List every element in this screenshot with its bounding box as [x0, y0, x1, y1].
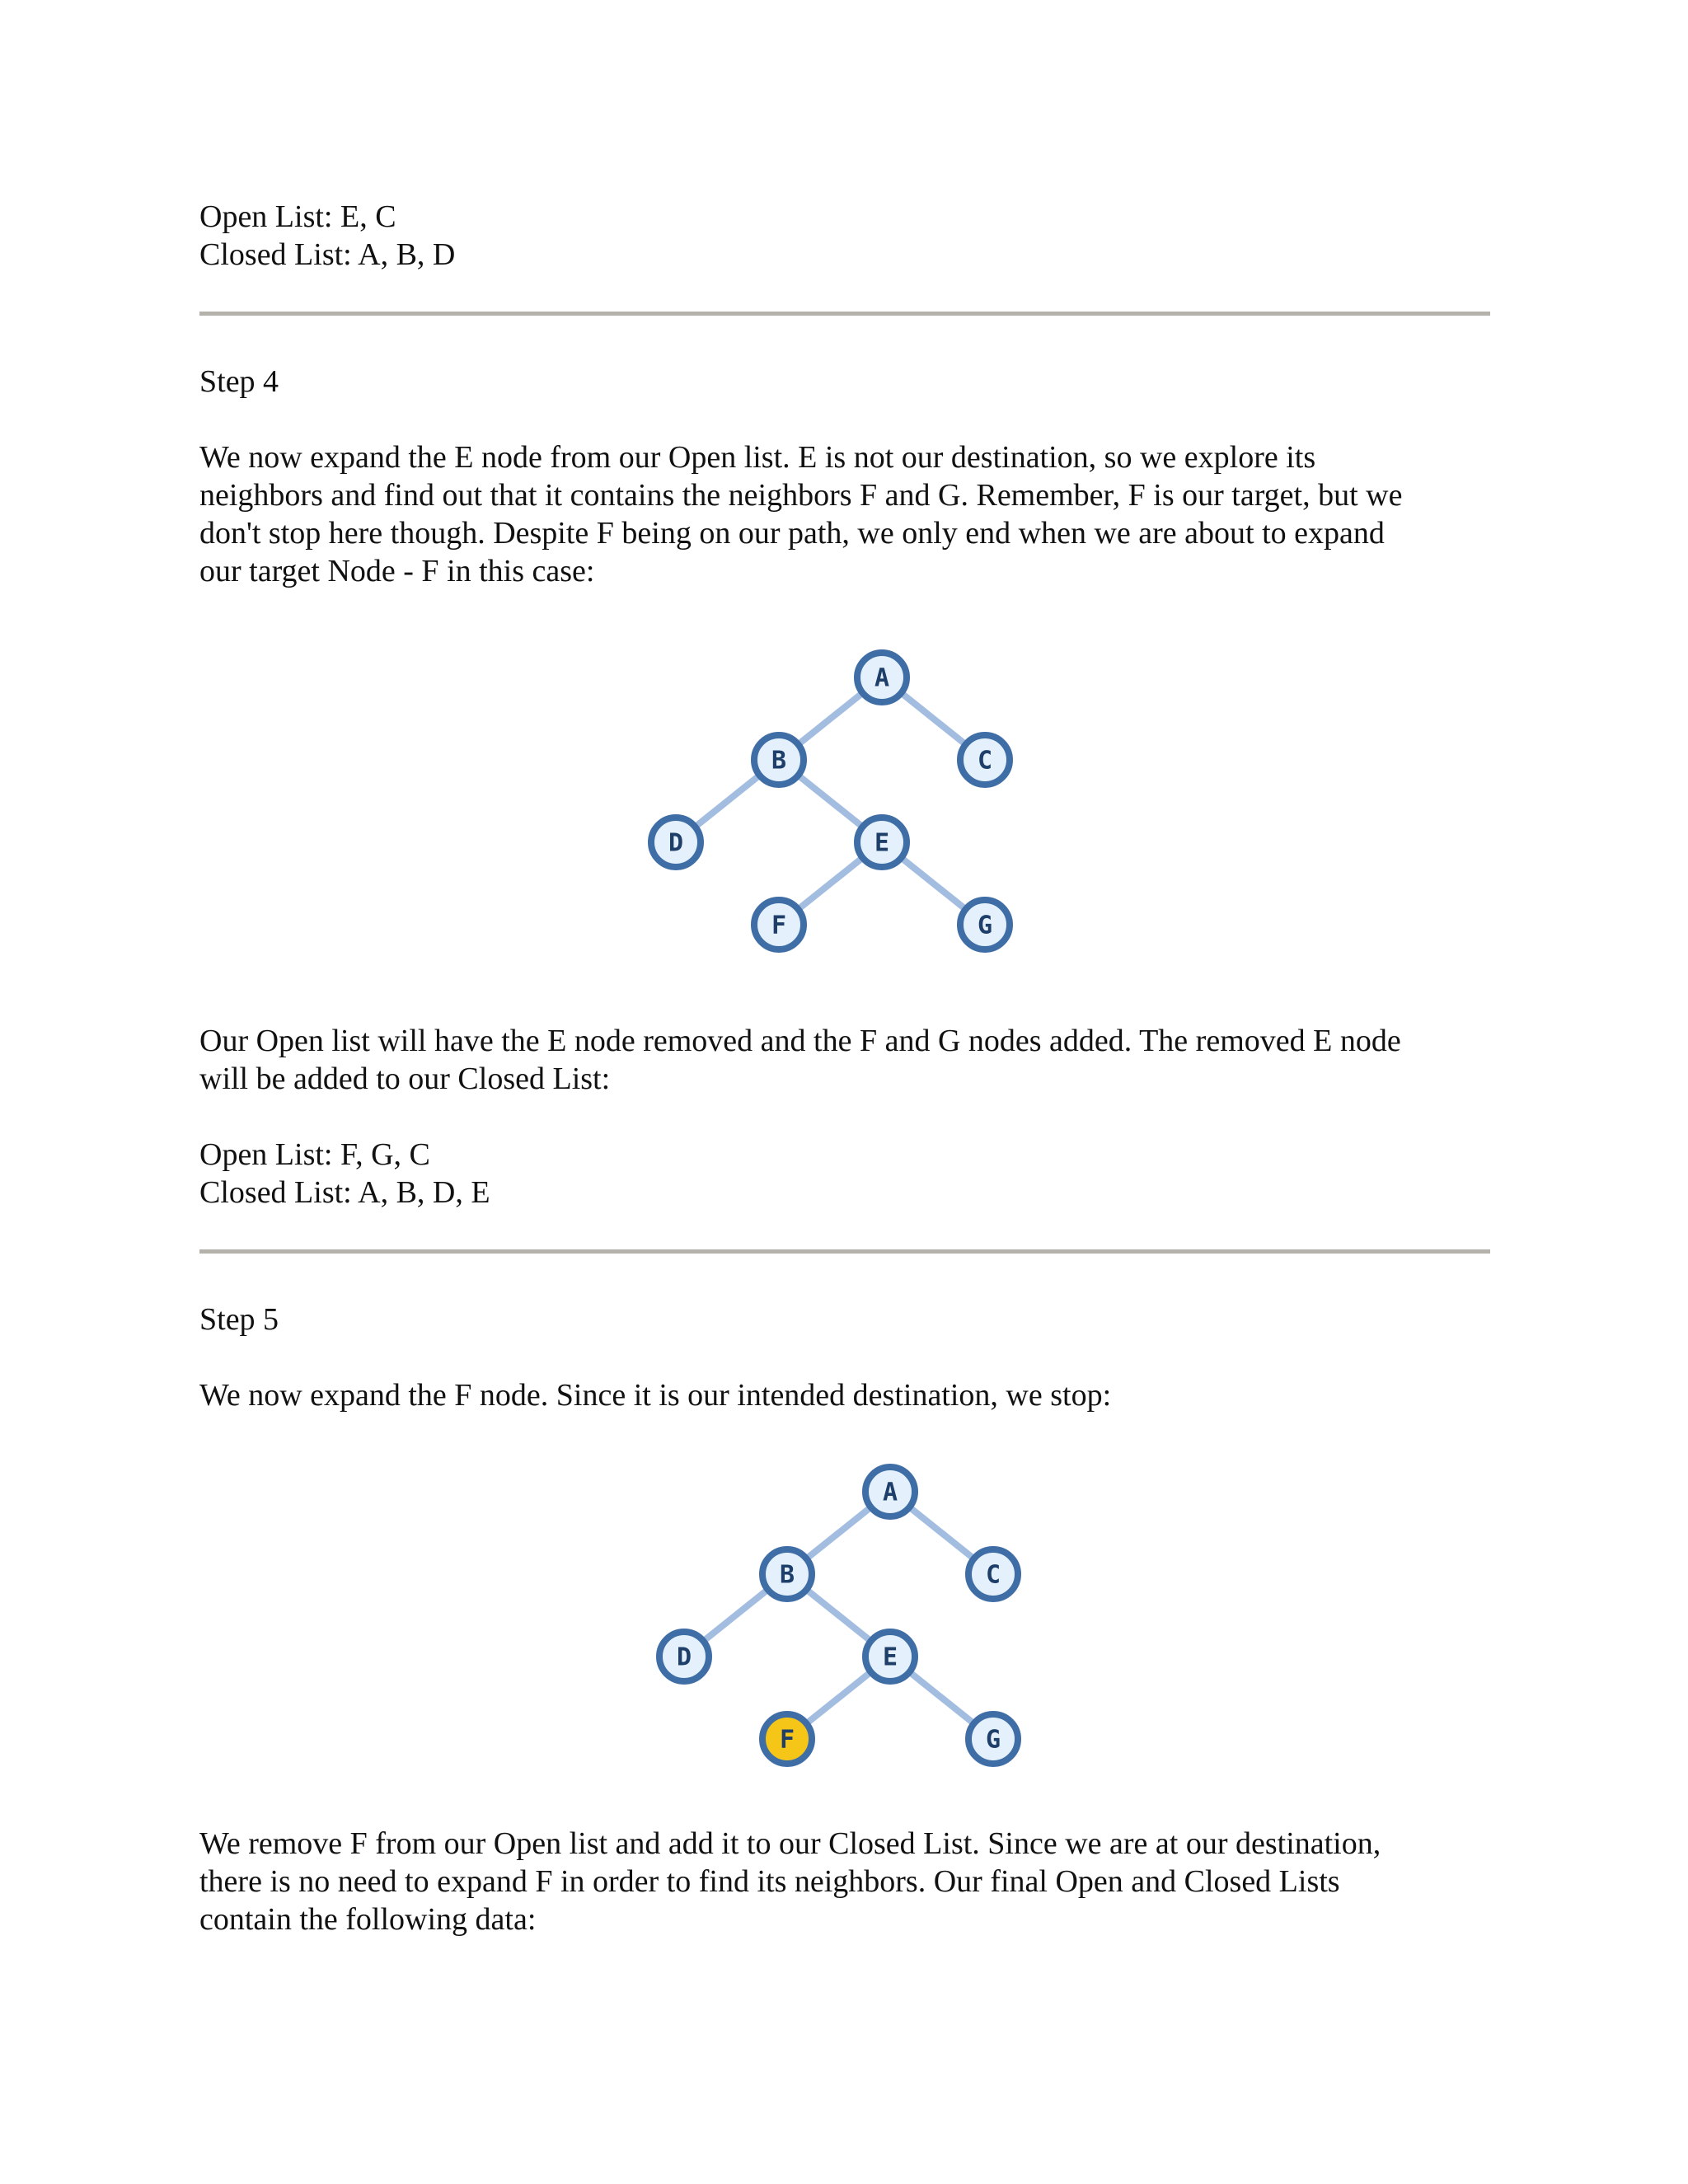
tree-diagram-step4 [635, 635, 1030, 981]
open-list-line: Open List: F, G, C [199, 1137, 430, 1172]
paragraph-line: Our Open list will have the E node removed and the F and G nodes added. The removed E node [199, 1024, 1401, 1058]
horizontal-rule [199, 1249, 1490, 1254]
step5-paragraph-1 [199, 1376, 1502, 1414]
tree-diagram-step5 [643, 1449, 1039, 1795]
tree-node-c [960, 735, 1010, 785]
tree-node-label: C [977, 746, 993, 776]
tree-node-b [762, 1549, 812, 1599]
step4-lists [199, 1136, 1502, 1212]
tree-node-label: C [985, 1560, 1001, 1590]
tree-node-label: B [779, 1560, 795, 1590]
paragraph-line: contain the following data: [199, 1902, 537, 1937]
tree-node-f [754, 900, 804, 949]
top-lists [199, 198, 1502, 274]
closed-list-line: Closed List: A, B, D, E [199, 1175, 490, 1210]
step4-paragraph-2 [199, 1022, 1502, 1098]
tree-node-label: F [771, 911, 787, 940]
tree-node-c [968, 1549, 1018, 1599]
paragraph-line: will be added to our Closed List: [199, 1062, 611, 1096]
open-list-line: Open List: E, C [199, 199, 396, 234]
tree-node-label: F [779, 1725, 795, 1755]
paragraph-line: We remove F from our Open list and add it to our Closed List. Since we are at our destination, [199, 1826, 1381, 1861]
paragraph-line: We now expand the E node from our Open list. E is not our destination, so we explore its [199, 440, 1316, 475]
tree-node-label: D [668, 828, 684, 858]
tree-node-e [857, 818, 907, 867]
paragraph-line: there is no need to expand F in order to find its neighbors. Our final Open and Closed Lists [199, 1864, 1340, 1899]
tree-node-label: E [874, 828, 890, 858]
tree-node-label: G [977, 911, 993, 940]
tree-node-label: D [676, 1643, 692, 1672]
tree-node-label: E [882, 1643, 898, 1672]
tree-node-label: G [985, 1725, 1001, 1755]
tree-node-g [968, 1714, 1018, 1764]
tree-node-label: B [771, 746, 787, 776]
tree-node-a [857, 653, 907, 702]
tree-node-label: A [874, 663, 890, 693]
tree-node-e [865, 1632, 915, 1681]
tree-node-a [865, 1467, 915, 1516]
step-heading: Step 5 [199, 1302, 279, 1337]
tree-node-f [762, 1714, 812, 1764]
horizontal-rule [199, 312, 1490, 316]
tree-node-label: A [882, 1478, 898, 1507]
paragraph-line: our target Node - F in this case: [199, 554, 595, 588]
tree-node-d [659, 1632, 709, 1681]
step-heading: Step 4 [199, 364, 279, 399]
tree-node-d [651, 818, 701, 867]
tree-node-b [754, 735, 804, 785]
tree-node-g [960, 900, 1010, 949]
paragraph-line: don't stop here though. Despite F being on our path, we only end when we are about to expand [199, 516, 1385, 551]
paragraph-line: We now expand the F node. Since it is our intended destination, we stop: [199, 1378, 1112, 1413]
paragraph-line: neighbors and find out that it contains the neighbors F and G. Remember, F is our target, but we [199, 478, 1403, 513]
step5-paragraph-2 [199, 1825, 1502, 1938]
closed-list-line: Closed List: A, B, D [199, 237, 456, 272]
step4-paragraph-1 [199, 438, 1502, 590]
